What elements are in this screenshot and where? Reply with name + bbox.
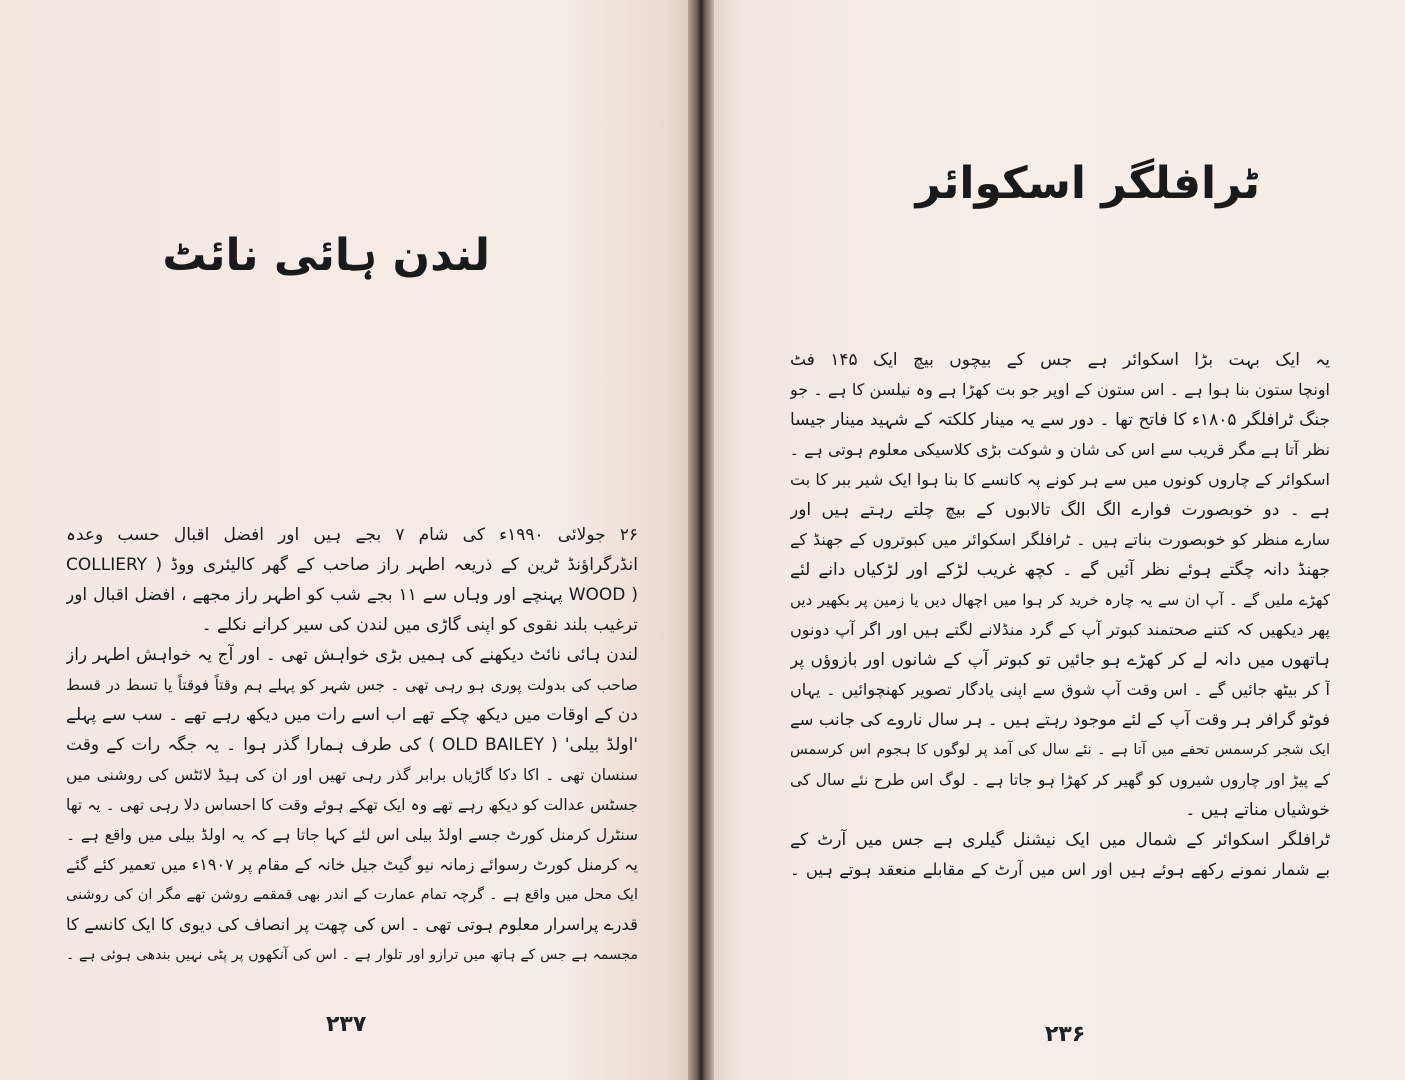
text-line: خوشیاں مناتے ہیں ۔ [1185,800,1330,820]
text-line: ٹرافلگر اسکوائر کے شمال میں ایک نیشنل گیلری ہے جس میں آرٹ کے [790,830,1330,850]
text-line: نظر آتا ہے مگر قریب سے اس کی شان و شوکت بڑی کلاسیکی معلوم ہوتی ہے ۔ [790,440,1330,459]
right-page-title: ٹرافلگر اسکوائر [915,158,1260,209]
text-line: سارے منظر کو خوبصورت بناتے ہیں ۔ ٹرافلگر اسکوائر میں کبوتروں کے جھنڈ کے [790,530,1330,549]
text-line: انڈرگراؤنڈ ٹرین کے ذریعہ اطہر راز صاحب کے گھر کالیئری ووڈ ( COLLIERY [66,555,638,575]
text-line: جنگ ٹرافلگر ۱۸۰۵ء کا فاتح تھا ۔ دور سے یہ مینار کلکتہ کے شہید مینار جیسا [790,410,1330,430]
right-page-body [790,345,1330,885]
text-line: جسٹس عدالت کو دیکھ رہے تھے وہ ایک تھکے ہوئے وقت کا احساس دلا رہی تھی ۔ یہ تھا [66,796,638,814]
text-line: ہاتھوں میں دانہ لے کر کھڑے ہو جائیں تو کبوتر آپ کے شانوں اور بازوؤں پر [790,650,1330,670]
text-line: کے پیڑ اور چاروں شیروں کو گھیر کر کھڑا ہو جاتا ہے ۔ لوگ اس طرح نئے سال کی [790,771,1330,789]
text-line: ترغیب بلند نقوی کو اپنی گاڑی میں لندن کی سیر کرانے نکلے ۔ [201,615,638,635]
text-line: صاحب کی بدولت پوری ہو رہی تھی ۔ جس شہر کو پہلے ہم وقتاً فوقتاً یا تسط در قسط [66,676,638,694]
text-line: مجسمہ ہے جس کے ہاتھ میں ترازو اور تلوار ہے ۔ اس کی آنکھوں پر پٹی نہیں بندھی ہوئی ہے ۔ [66,947,638,963]
text-line: اونچا ستون بنا ہوا ہے ۔ اس ستون کے اوپر جو بت کھڑا ہے وہ نیلسن کا ہے ۔ جو [790,380,1330,399]
text-line: اسکوائر کے چاروں کونوں میں سے ہر کونے پہ کانسے کا بنا ہوا ایک شیر ببر کا بت [790,470,1330,489]
text-line: یہ ایک بہت بڑا اسکوائر ہے جس کے بیچوں بیچ ایک ۱۴۵ فٹ [790,350,1330,370]
text-line: ایک شجر کرسمس تحفے میں آتا ہے ۔ نئے سال کی آمد پر لوگوں کا ہجوم اس کرسمس [790,742,1330,758]
text-line: بے شمار نمونے رکھے ہوئے ہیں اور اس میں آرٹ کے مقابلے منعقد ہوتے ہیں ۔ [790,860,1330,879]
right-page-number: ۲۳۶ [1045,1022,1086,1047]
text-line: قدرے پراسرار معلوم ہوتی تھی ۔ اس کی چھت پر انصاف کی دیوی کا ایک کانسے کا [66,915,638,934]
text-line: کھڑے ملیں گے ۔ آپ ان سے یہ چارہ خرید کر ہوا میں اچھال دیں یا زمین پر بکھیر دیں [790,591,1330,609]
text-line: فوٹو گرافر ہر وقت آپ کے لئے موجود رہتے ہیں ۔ ہر سال ناروے کی جانب سے [790,710,1330,729]
text-line: دن کے اوقات میں دیکھ چکے تھے اب اسے رات میں دیکھ رہے تھے ۔ سب سے پہلے [66,705,638,725]
text-line: یہ کرمنل کورٹ رسوائے زمانہ نیو گیٹ جیل خانہ کے مقام پر ۱۹۰۷ء میں تعمیر کئے گئے [66,855,638,874]
text-line: 'اولڈ بیلی' ( OLD BAILEY ) کی طرف ہمارا گذر ہوا ۔ یہ جگہ رات کے وقت [66,735,638,755]
book-gutter [688,0,714,1080]
left-page-body [66,520,638,970]
text-line: ( WOOD پہنچے اور وہاں سے ۱۱ بجے شب کو اطہر راز مجھے ، افضل اقبال اور [66,585,638,605]
text-line: لندن ہائی نائٹ دیکھنے کی ہمیں بڑی خواہش تھی ۔ اور آج یہ خواہش اطہر راز [66,645,638,665]
text-line: ۲۶ جولائی ۱۹۹۰ء کی شام ۷ بجے ہیں اور افضل اقبال حسب وعدہ [66,525,638,545]
text-line: پھر دیکھیں کہ کتنے صحتمند کبوتر آپ کے گرد منڈلانے لگتے ہیں اور اگر آپ دونوں [790,620,1330,639]
text-line: ایک محل میں واقع ہے ۔ گرچہ تمام عمارت کے اندر بھی قمقمے روشن تھے مگر ان کی روشنی [66,887,638,903]
text-line: سنٹرل کرمنل کورٹ جسے اولڈ بیلی اس لئے کہا جاتا ہے کہ یہ اولڈ بیلی میں واقع ہے ۔ [66,826,638,844]
right-page [700,0,1405,1080]
text-line: سنسان تھی ۔ اکا دکا گاڑیاں برابر گذر رہی تھیں اور ان کی ہیڈ لائٹس کی روشنی میں [66,766,638,784]
left-page-title: لندن ہائی نائٹ [162,230,490,281]
text-line: ہے ۔ دو خوبصورت فوارے الگ الگ تالابوں کے بیچ چلتے رہتے ہیں اور [790,500,1330,520]
left-page [0,0,700,1080]
text-line: جھنڈ دانہ چگتے ہوئے نظر آئیں گے ۔ کچھ غریب لڑکے اور لڑکیاں دانے لئے [790,560,1330,580]
left-page-number: ۲۳۷ [326,1012,367,1037]
text-line: آ کر بیٹھ جائیں گے ۔ اس وقت آپ شوق سے اپنی یادگار تصویر کھنچوائیں ۔ یہاں [790,680,1330,699]
